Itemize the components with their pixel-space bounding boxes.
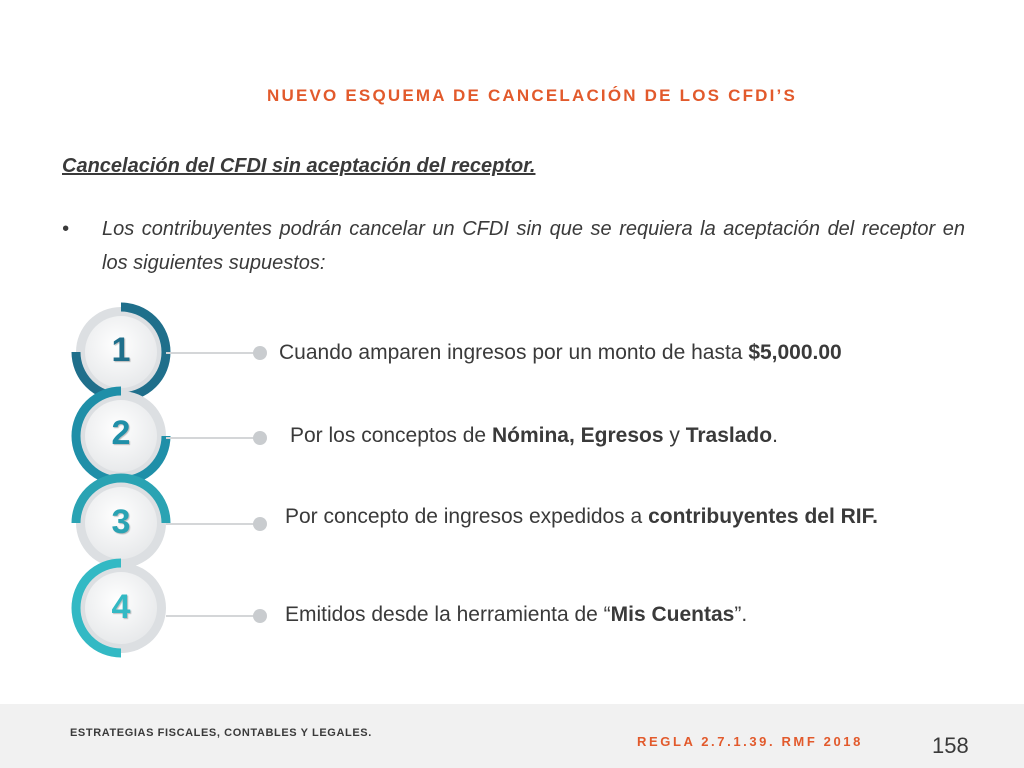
step-number-2: 2 [111,414,131,452]
connector-line-3 [166,523,261,525]
step-4-text-part: Mis Cuentas [610,603,735,626]
step-number-1: 1 [111,331,131,369]
step-3-text-part: contribuyentes del RIF. [648,505,878,528]
slide-title: NUEVO ESQUEMA DE CANCELACIÓN DE LOS CFDI’S [266,86,798,105]
connector-line-4 [166,615,261,617]
connector-dot-1 [253,346,267,360]
page-number: 158 [932,733,969,758]
connector-line-2 [166,437,261,439]
step-2-text-part: y [663,424,686,447]
step-text-2 [290,422,990,450]
footer-rule-reference: REGLA 2.7.1.39. RMF 2018 [637,734,863,749]
footer-company: ESTRATEGIAS FISCALES, CONTABLES Y LEGALES. [70,727,372,739]
step-2-text-part: . [772,424,778,447]
connector-dot-2 [253,431,267,445]
step-2-text-part: Traslado [685,424,773,447]
step-text-3 [285,503,965,531]
step-4-text-part: Emitidos desde la herramienta de “ [285,603,611,626]
step-number-4: 4 [111,588,131,626]
step-1-text-part: $5,000.00 [748,341,842,364]
step-4-text-part: ”. [734,603,748,626]
connector-dot-4 [253,609,267,623]
connector-dot-3 [253,517,267,531]
step-3-text-part: Por concepto de ingresos expedidos a [285,505,649,528]
step-text-1 [279,339,999,367]
slide-subtitle: Cancelación del CFDI sin aceptación del receptor. [62,155,536,177]
bullet-dot: • [62,218,70,240]
step-number-3: 3 [111,503,131,541]
connector-line-1 [166,352,261,354]
step-1-text-part: Cuando amparen ingresos por un monto de hasta [279,341,749,364]
step-text-4 [285,601,985,629]
bullet-text: Los contribuyentes podrán cancelar un CFDI sin que se requiera la aceptación del receptor en los siguientes supuestos: [102,218,965,274]
bullet-paragraph [62,212,965,280]
step-2-text-part: Nómina, Egresos [491,424,664,447]
step-2-text-part: Por los conceptos de [290,424,492,447]
